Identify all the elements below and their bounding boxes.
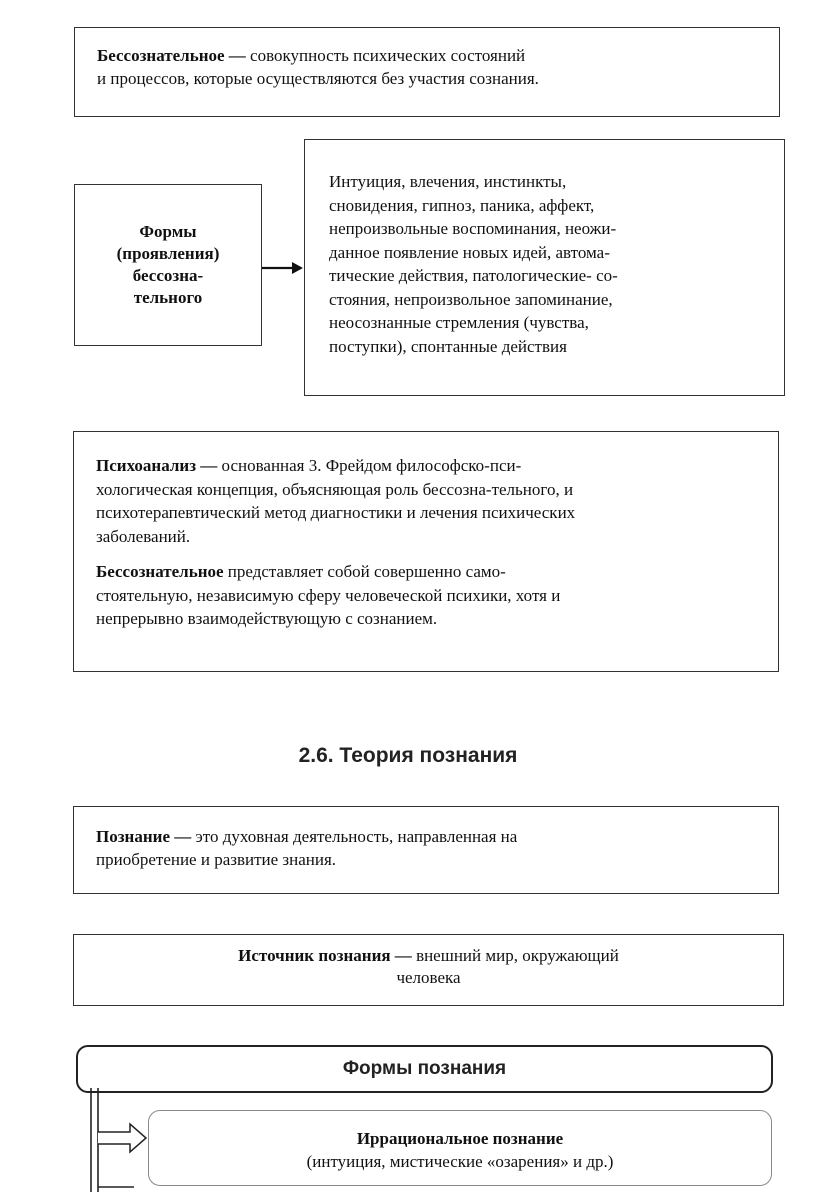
cognition-definition-line-2: приобретение и развитие знания. xyxy=(96,850,337,869)
unconscious-sphere-line: стоятельную, независимую сферу человеческой психики, хотя и xyxy=(96,585,561,605)
unconscious-definition-box xyxy=(74,27,780,117)
source-line-2: человека xyxy=(396,968,461,987)
irrational-cognition-title: Иррациональное познание xyxy=(356,1129,564,1148)
psychoanalysis-line: психотерапевтический метод диагностики и лечения психических xyxy=(96,503,576,522)
forms-list-line: непроизвольные воспоминания, неожи- xyxy=(329,219,617,238)
forms-of-unconscious-title-box xyxy=(74,184,262,346)
unconscious-sphere-line: представляет собой совершенно само- xyxy=(227,562,506,581)
forms-list-line: неосознанные стремления (чувства, xyxy=(329,313,589,332)
forms-title-line-1: Формы xyxy=(139,222,197,241)
cognition-definition-line-1: это духовная деятельность, направленная на xyxy=(195,827,518,846)
cognition-term: Познание — xyxy=(96,827,192,846)
forms-list-line: тические действия, патологические- со- xyxy=(329,266,618,285)
psychoanalysis-line: хологическая концепция, объясняющая роль бессозна-тельного, и xyxy=(96,479,574,499)
unconscious-definition-line-2: и процессов, которые осуществляются без участия сознания. xyxy=(97,69,539,88)
psychoanalysis-line: основанная 3. Фрейдом философско-пси- xyxy=(221,456,522,475)
forms-list-line: стояния, непроизвольное запоминание, xyxy=(329,289,613,309)
psychoanalysis-box xyxy=(73,431,779,672)
psychoanalysis-paragraph xyxy=(96,454,758,548)
unconscious-definition-line-1: совокупность психических состояний xyxy=(250,46,526,65)
unconscious-sphere-line: непрерывно взаимодействующую с сознанием. xyxy=(96,609,438,628)
forms-list-line: данное появление новых идей, автома- xyxy=(329,242,610,262)
forms-title-line-3: бессозна- xyxy=(132,266,204,285)
irrational-cognition-box xyxy=(148,1110,772,1186)
forms-of-unconscious-list-box xyxy=(304,139,785,396)
psychoanalysis-line: заболеваний. xyxy=(96,526,191,546)
source-of-cognition-box xyxy=(73,934,784,1006)
right-arrow-icon xyxy=(262,259,304,277)
unconscious-sphere-paragraph xyxy=(96,560,758,631)
forms-list-line: сновидения, гипноз, паника, аффект, xyxy=(329,195,595,215)
forms-title-line-4: тельного xyxy=(133,288,203,307)
unconscious-sphere-term: Бессознательное xyxy=(96,562,224,581)
forms-list-line: поступки), спонтанные действия xyxy=(329,336,567,356)
section-heading: 2.6. Теория познания xyxy=(298,744,518,767)
psychoanalysis-term: Психоанализ — xyxy=(96,456,218,475)
forms-of-unconscious-title xyxy=(117,221,220,309)
cognition-definition-box xyxy=(73,806,779,894)
source-line-1: внешний мир, окружающий xyxy=(416,946,619,965)
irrational-cognition-subtitle: (интуиция, мистические «озарения» и др.) xyxy=(306,1152,614,1171)
unconscious-term: Бессознательное — xyxy=(97,46,246,65)
forms-title-line-2: (проявления) xyxy=(116,244,220,263)
forms-list-line: Интуиция, влечения, инстинкты, xyxy=(329,172,567,191)
source-term: Источник познания — xyxy=(238,946,412,965)
forms-of-cognition-header: Формы познания xyxy=(76,1045,773,1093)
